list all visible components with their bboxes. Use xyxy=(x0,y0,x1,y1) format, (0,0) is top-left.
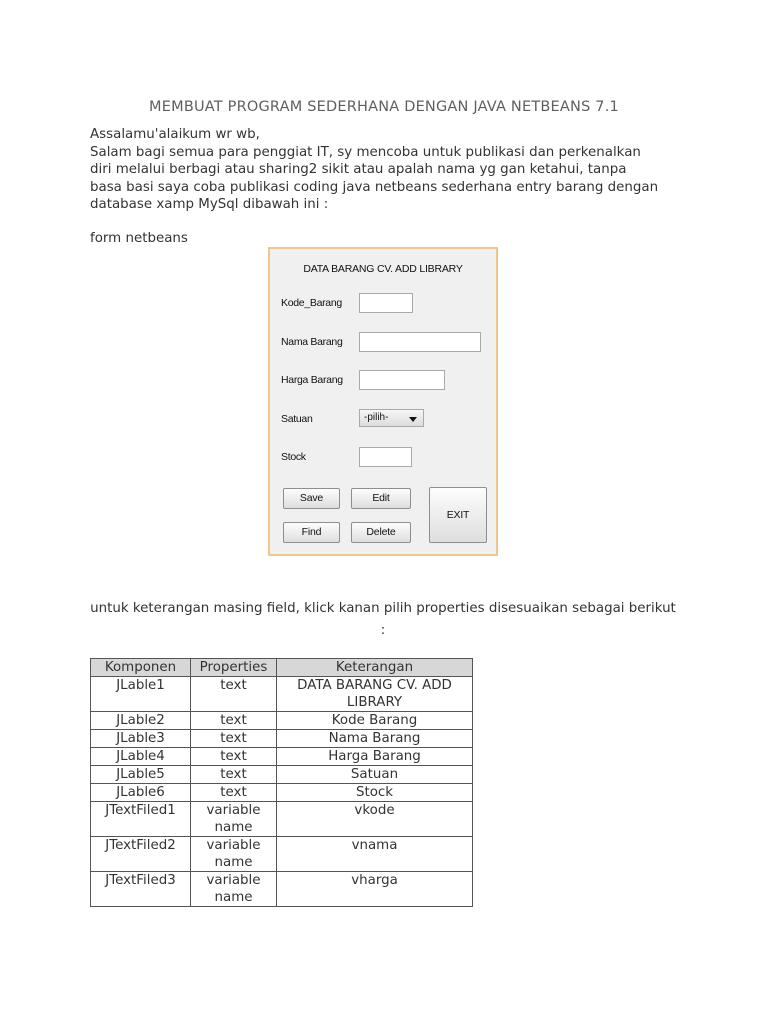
table-cell: JTextFiled2 xyxy=(91,837,191,872)
intro-paragraph xyxy=(90,126,690,214)
intro-line: Assalamu'alaikum wr wb, xyxy=(90,127,260,142)
satuan-dropdown[interactable] xyxy=(359,409,424,427)
save-button[interactable]: Save xyxy=(283,488,340,509)
table-cell: JLable2 xyxy=(91,712,191,730)
table-cell: text xyxy=(191,730,277,748)
satuan-selected-value: -pilih- xyxy=(364,412,389,423)
description-text: untuk keterangan masing field, klick kanan pilih properties disesuaikan sebagai berikut : xyxy=(90,601,676,638)
intro-line: basa basi saya coba publikasi coding java netbeans sederhana entry barang dengan xyxy=(90,179,659,195)
intro-line: database xamp MySql dibawah ini : xyxy=(90,197,329,212)
table-cell: vharga xyxy=(277,872,473,907)
stock-label: Stock xyxy=(281,451,306,463)
table-row xyxy=(91,784,473,802)
column-header: Komponen xyxy=(91,659,191,677)
table-row xyxy=(91,748,473,766)
stock-field[interactable] xyxy=(359,447,412,467)
intro-line: diri melalui berbagi atau sharing2 sikit atau apalah nama yg gan ketahui, tanpa xyxy=(90,162,627,177)
properties-table xyxy=(90,658,473,907)
table-cell: text xyxy=(191,748,277,766)
table-cell: text xyxy=(191,677,277,712)
table-row xyxy=(91,730,473,748)
table-cell: text xyxy=(191,766,277,784)
table-row xyxy=(91,872,473,907)
table-cell: vnama xyxy=(277,837,473,872)
exit-button[interactable]: EXIT xyxy=(429,487,487,543)
intro-line: Salam bagi semua para penggiat IT, sy mencoba untuk publikasi dan perkenalkan xyxy=(90,144,641,160)
table-cell: JLable6 xyxy=(91,784,191,802)
table-row xyxy=(91,837,473,872)
table-cell: JLable5 xyxy=(91,766,191,784)
kode-barang-label: Kode_Barang xyxy=(281,297,342,309)
nama-barang-label: Nama Barang xyxy=(281,336,343,348)
table-cell: Harga Barang xyxy=(277,748,473,766)
table-cell: Kode Barang xyxy=(277,712,473,730)
table-cell: text xyxy=(191,712,277,730)
nama-barang-field[interactable] xyxy=(359,332,481,352)
column-header: Keterangan xyxy=(277,659,473,677)
table-cell: variable name xyxy=(191,802,277,837)
table-cell: JLable1 xyxy=(91,677,191,712)
table-cell: variable name xyxy=(191,837,277,872)
table-cell: JLable4 xyxy=(91,748,191,766)
table-row xyxy=(91,712,473,730)
table-cell: Stock xyxy=(277,784,473,802)
column-header: Properties xyxy=(191,659,277,677)
table-row xyxy=(91,802,473,837)
table-row xyxy=(91,677,473,712)
netbeans-form-screenshot xyxy=(268,247,498,556)
table-cell: vkode xyxy=(277,802,473,837)
table-cell: variable name xyxy=(191,872,277,907)
table-cell: JTextFiled3 xyxy=(91,872,191,907)
form-header: DATA BARANG CV. ADD LIBRARY xyxy=(303,263,463,275)
table-cell: Satuan xyxy=(277,766,473,784)
delete-button[interactable]: Delete xyxy=(351,522,411,543)
edit-button[interactable]: Edit xyxy=(351,488,411,509)
form-caption: form netbeans xyxy=(90,231,188,246)
table-cell: JTextFiled1 xyxy=(91,802,191,837)
find-button[interactable]: Find xyxy=(283,522,340,543)
table-cell: Nama Barang xyxy=(277,730,473,748)
satuan-label: Satuan xyxy=(281,413,313,425)
harga-barang-field[interactable] xyxy=(359,370,445,390)
table-row xyxy=(91,766,473,784)
document-title: MEMBUAT PROGRAM SEDERHANA DENGAN JAVA NETBEANS 7.1 xyxy=(149,99,619,115)
table-cell: DATA BARANG CV. ADD LIBRARY xyxy=(277,677,473,712)
table-cell: text xyxy=(191,784,277,802)
table-header-row xyxy=(91,659,473,677)
kode-barang-field[interactable] xyxy=(359,293,413,313)
harga-barang-label: Harga Barang xyxy=(281,374,343,386)
table-cell: JLable3 xyxy=(91,730,191,748)
chevron-down-icon xyxy=(409,417,417,422)
